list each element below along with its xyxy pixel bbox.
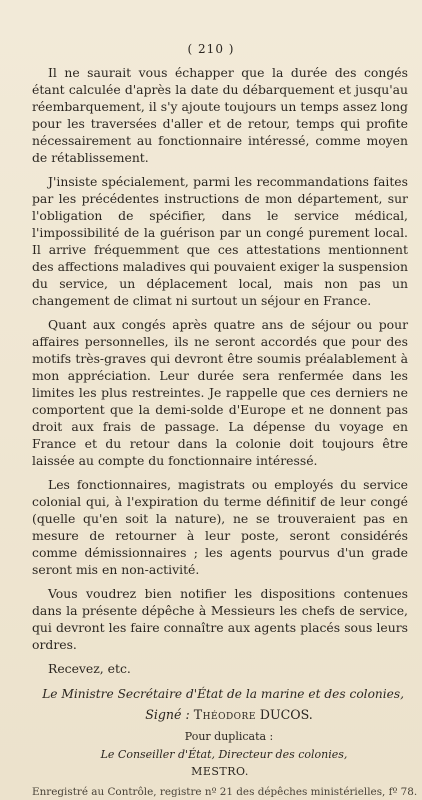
salutation: Recevez, etc. <box>48 661 131 676</box>
signature-line <box>32 705 408 725</box>
paragraph-resignation: Les fonctionnaires, magistrats ou employés du service colonial qui, à l'expiration du terme définitif de leur congé (quelle qu'en soit la nature), ne se trouveraient pas en mesure de retourner à leur poste, seront considérés comme démissionnaires ; les agents pourvus d'un grade seront mis en non-activité. <box>32 477 408 577</box>
paragraph-conge-duration: Il ne saurait vous échapper que la durée des congés étant calculée d'après la date du débarquement et jusqu'au réembarquement, il s'y ajoute toujours un temps assez long pour les traversées d'aller et de retour, temps qui profite nécessairement au fonctionnaire intéressé, comme moyen de rétablissement. <box>32 65 408 165</box>
paragraph-medical-certificates: J'insiste spécialement, parmi les recommandations faites par les précédentes instructions de mon département, sur l'obligation de spécifier, dans le service médical, l'impossibilité de la guérison par un congé purement local. Il arrive fréquemment que ces attestations mentionnent des affections maladives qui pouvaient exiger la suspension du service, un déplacement local, mais non pas un changement de climat ni surtout un séjour en France. <box>32 174 408 308</box>
paragraph-personal-leave: Quant aux congés après quatre ans de séjour ou pour affaires personnelles, ils ne seront accordés que pour des motifs très-graves qui devront être soumis préalablement à mon appréciation. Leur durée sera renfermée dans les limites les plus restreintes. Je rappelle que ces derniers ne comportent que la demi-solde d'Europe et ne donnent pas droit aux frais de passage. La dépense du voyage en France et du retour dans la colonie doit toujours être laissée au compte du fonctionnaire intéressé. <box>32 317 408 468</box>
conseiller-title: Le Conseiller d'État, Directeur des colonies, <box>100 748 348 761</box>
paragraph-notification: Vous voudrez bien notifier les dispositions contenues dans la présente dépêche à Messieurs les chefs de service, qui devront les faire connaître aux agents placés sous leurs ordres. <box>32 586 408 652</box>
page-number: ( 210 ) <box>187 42 235 56</box>
conseiller-name: MESTRO. <box>191 765 249 778</box>
letter-body <box>32 64 418 799</box>
signed-label: Signé : <box>145 707 190 722</box>
signed-name-last: DUCOS. <box>259 707 313 722</box>
minister-title: Le Ministre Secrétaire d'État de la marine et des colonies, <box>42 687 404 701</box>
signed-name-first: Théodore <box>193 707 256 722</box>
registration-note: Enregistré au Contrôle, registre nº 21 des dépêches ministérielles, fº 78. <box>32 786 418 798</box>
duplicata-label: Pour duplicata : <box>184 730 274 743</box>
